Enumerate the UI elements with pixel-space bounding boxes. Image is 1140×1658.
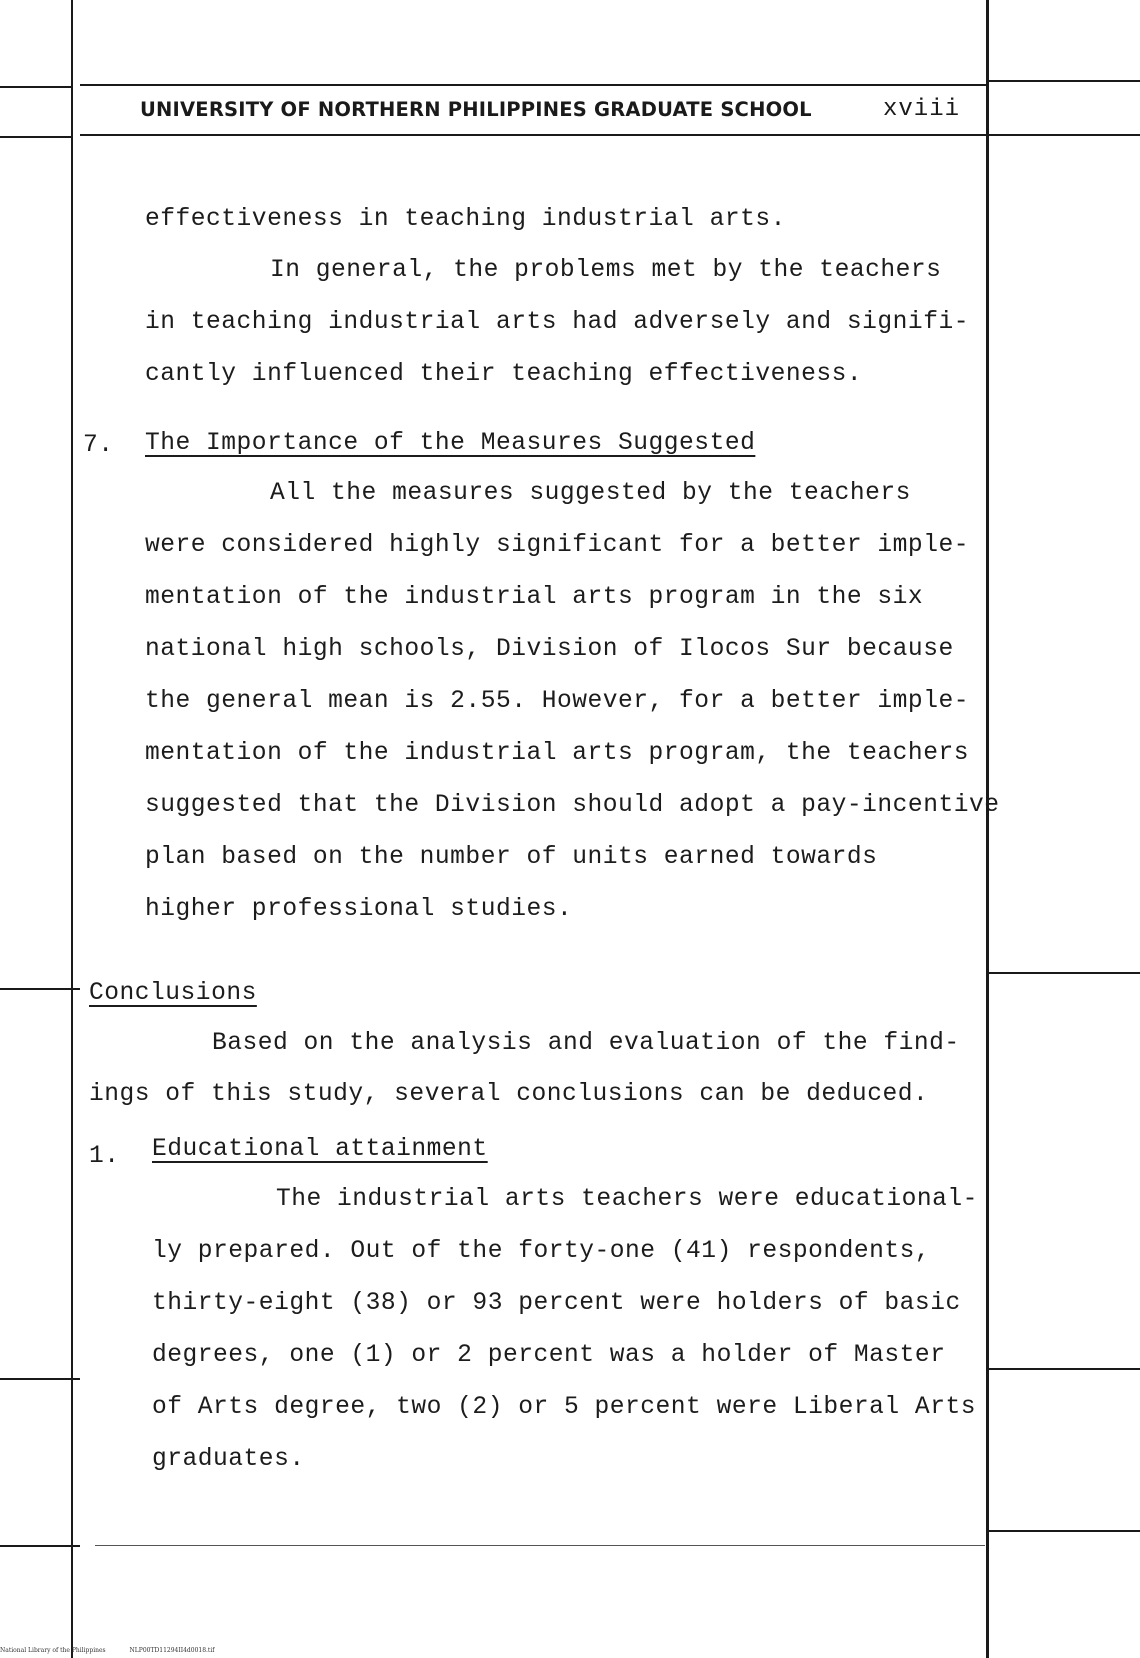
- text-line: plan based on the number of units earned towards: [145, 844, 878, 871]
- text-line: national high schools, Division of Ilocos Sur because: [145, 636, 954, 663]
- right-edge-tick: [988, 134, 1140, 136]
- footer-library: National Library of the Philippines: [0, 1647, 106, 1654]
- text-line: mentation of the industrial arts program, the teachers: [145, 740, 969, 767]
- section-number: 1.: [89, 1143, 120, 1170]
- text-line: the general mean is 2.55. However, for a better imple-: [145, 688, 969, 715]
- text-line: The industrial arts teachers were educational-: [276, 1186, 978, 1213]
- section-number: 7.: [83, 432, 114, 459]
- left-edge-tick: [0, 136, 72, 138]
- text-line: graduates.: [152, 1446, 305, 1473]
- text-line: thirty-eight (38) or 93 percent were holders of basic: [152, 1290, 961, 1317]
- section-heading: The Importance of the Measures Suggested: [145, 430, 756, 457]
- text-line: in teaching industrial arts had adversely and signifi-: [145, 309, 969, 336]
- conclusions-heading: Conclusions: [89, 980, 257, 1007]
- text-line: ly prepared. Out of the forty-one (41) respondents,: [152, 1238, 931, 1265]
- text-line: higher professional studies.: [145, 896, 573, 923]
- text-line: ings of this study, several conclusions can be deduced.: [89, 1081, 929, 1108]
- page-number: xviii: [883, 96, 961, 123]
- left-margin-line: [71, 0, 73, 1658]
- running-header: [140, 94, 970, 128]
- right-edge-tick: [988, 1368, 1140, 1370]
- right-edge-tick: [988, 972, 1140, 974]
- text-line: cantly influenced their teaching effectiveness.: [145, 361, 863, 388]
- scan-footer: [0, 1647, 236, 1655]
- footer-file-id: NLP00TD11294II4d0018.tif: [129, 1647, 215, 1654]
- bottom-rule: [95, 1545, 985, 1546]
- left-edge-tick: [0, 988, 80, 990]
- text-line: In general, the problems met by the teachers: [270, 257, 942, 284]
- header-title: UNIVERSITY OF NORTHERN PHILIPPINES GRADUATE SCHOOL: [140, 98, 812, 121]
- text-line: of Arts degree, two (2) or 5 percent were Liberal Arts: [152, 1394, 976, 1421]
- text-line: degrees, one (1) or 2 percent was a holder of Master: [152, 1342, 946, 1369]
- right-edge-tick: [988, 80, 1140, 82]
- text-line: Based on the analysis and evaluation of the find-: [212, 1030, 960, 1057]
- section-heading: Educational attainment: [152, 1136, 488, 1163]
- right-margin-line: [986, 0, 989, 1658]
- left-edge-tick: [0, 86, 72, 88]
- text-line: were considered highly significant for a better imple-: [145, 532, 969, 559]
- header-bottom-rule: [80, 134, 986, 136]
- left-edge-tick: [0, 1545, 80, 1547]
- left-edge-tick: [0, 1378, 80, 1380]
- text-line: suggested that the Division should adopt a pay-incentive: [145, 792, 1000, 819]
- text-line: effectiveness in teaching industrial arts.: [145, 206, 786, 233]
- right-edge-tick: [988, 1530, 1140, 1532]
- text-line: mentation of the industrial arts program in the six: [145, 584, 924, 611]
- text-line: All the measures suggested by the teachers: [270, 480, 911, 507]
- header-top-rule: [80, 84, 986, 86]
